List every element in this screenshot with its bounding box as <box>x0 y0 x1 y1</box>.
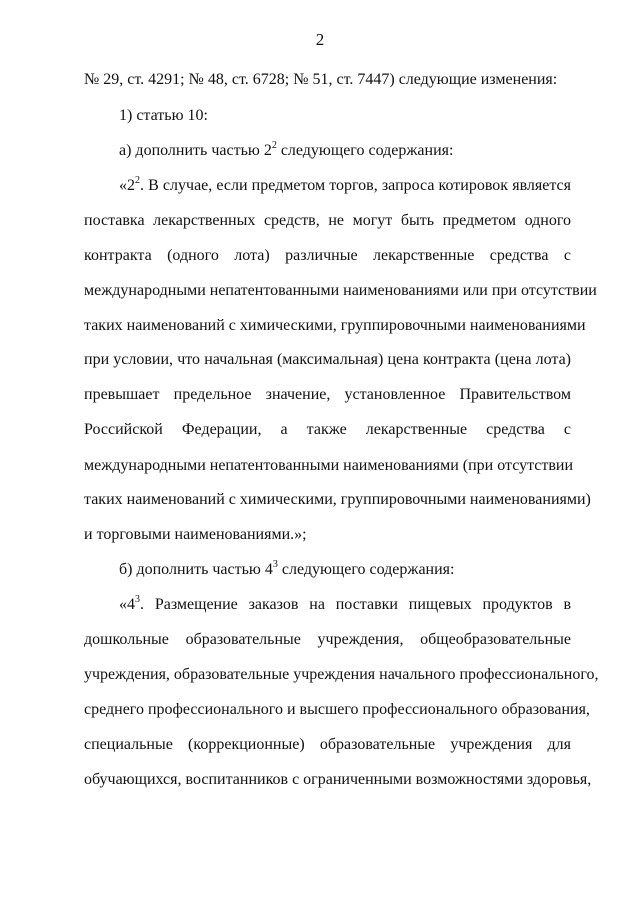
text-line-8: таких наименований с химическими, группировочными наименованиями <box>84 317 586 334</box>
text-line-2: 1) статью 10: <box>119 107 208 124</box>
text-line-17: дошкольные образовательные учреждения, общеобразовательные <box>84 631 571 648</box>
page-number: 2 <box>315 30 325 49</box>
text-line-18: учреждения, образовательные учреждения начального профессионального, <box>84 666 599 683</box>
text-line-10: превышает предельное значение, установленное Правительством <box>84 386 571 403</box>
text-line-9: при условии, что начальная (максимальная) цена контракта (цена лота) <box>84 351 571 368</box>
text-line-7: международными непатентованными наименованиями или при отсутствии <box>84 282 597 299</box>
text-line-1: № 29, ст. 4291; № 48, ст. 6728; № 51, ст. 7447) следующие изменения: <box>84 71 558 88</box>
text-line-5: поставка лекарственных средств, не могут быть предметом одного <box>84 212 571 229</box>
text-line-11: Российской Федерации, а также лекарственные средства с <box>84 421 571 438</box>
text-line-4: «$2^2$. В случае, если предметом торгов, запроса котировок является <box>119 174 571 194</box>
text-line-12: международными непатентованными наименованиями (при отсутствии <box>84 457 574 474</box>
text-line-13: таких наименований с химическими, группировочными наименованиями) <box>84 491 591 508</box>
text-line-19: среднего профессионального и высшего профессионального образования, <box>84 701 590 718</box>
superscript: 3 <box>135 593 140 605</box>
text-line-15: б) дополнить частью $4^3$ следующего содержания: <box>119 558 455 578</box>
superscript: 3 <box>272 558 278 570</box>
text-line-14: и торговыми наименованиями.»; <box>84 526 307 543</box>
superscript: 2 <box>135 174 140 186</box>
text-line-16: «$4^3$. Размещение заказов на поставки пищевых продуктов в <box>119 593 571 613</box>
text-line-20: специальные (коррекционные) образовательные учреждения для <box>84 736 571 753</box>
superscript: 2 <box>271 139 277 151</box>
text-line-3: а) дополнить частью $2^2$ следующего содержания: <box>119 139 454 159</box>
text-line-21: обучающихся, воспитанников с ограниченными возможностями здоровья, <box>84 771 592 788</box>
text-line-6: контракта (одного лота) различные лекарственные средства с <box>84 247 571 264</box>
